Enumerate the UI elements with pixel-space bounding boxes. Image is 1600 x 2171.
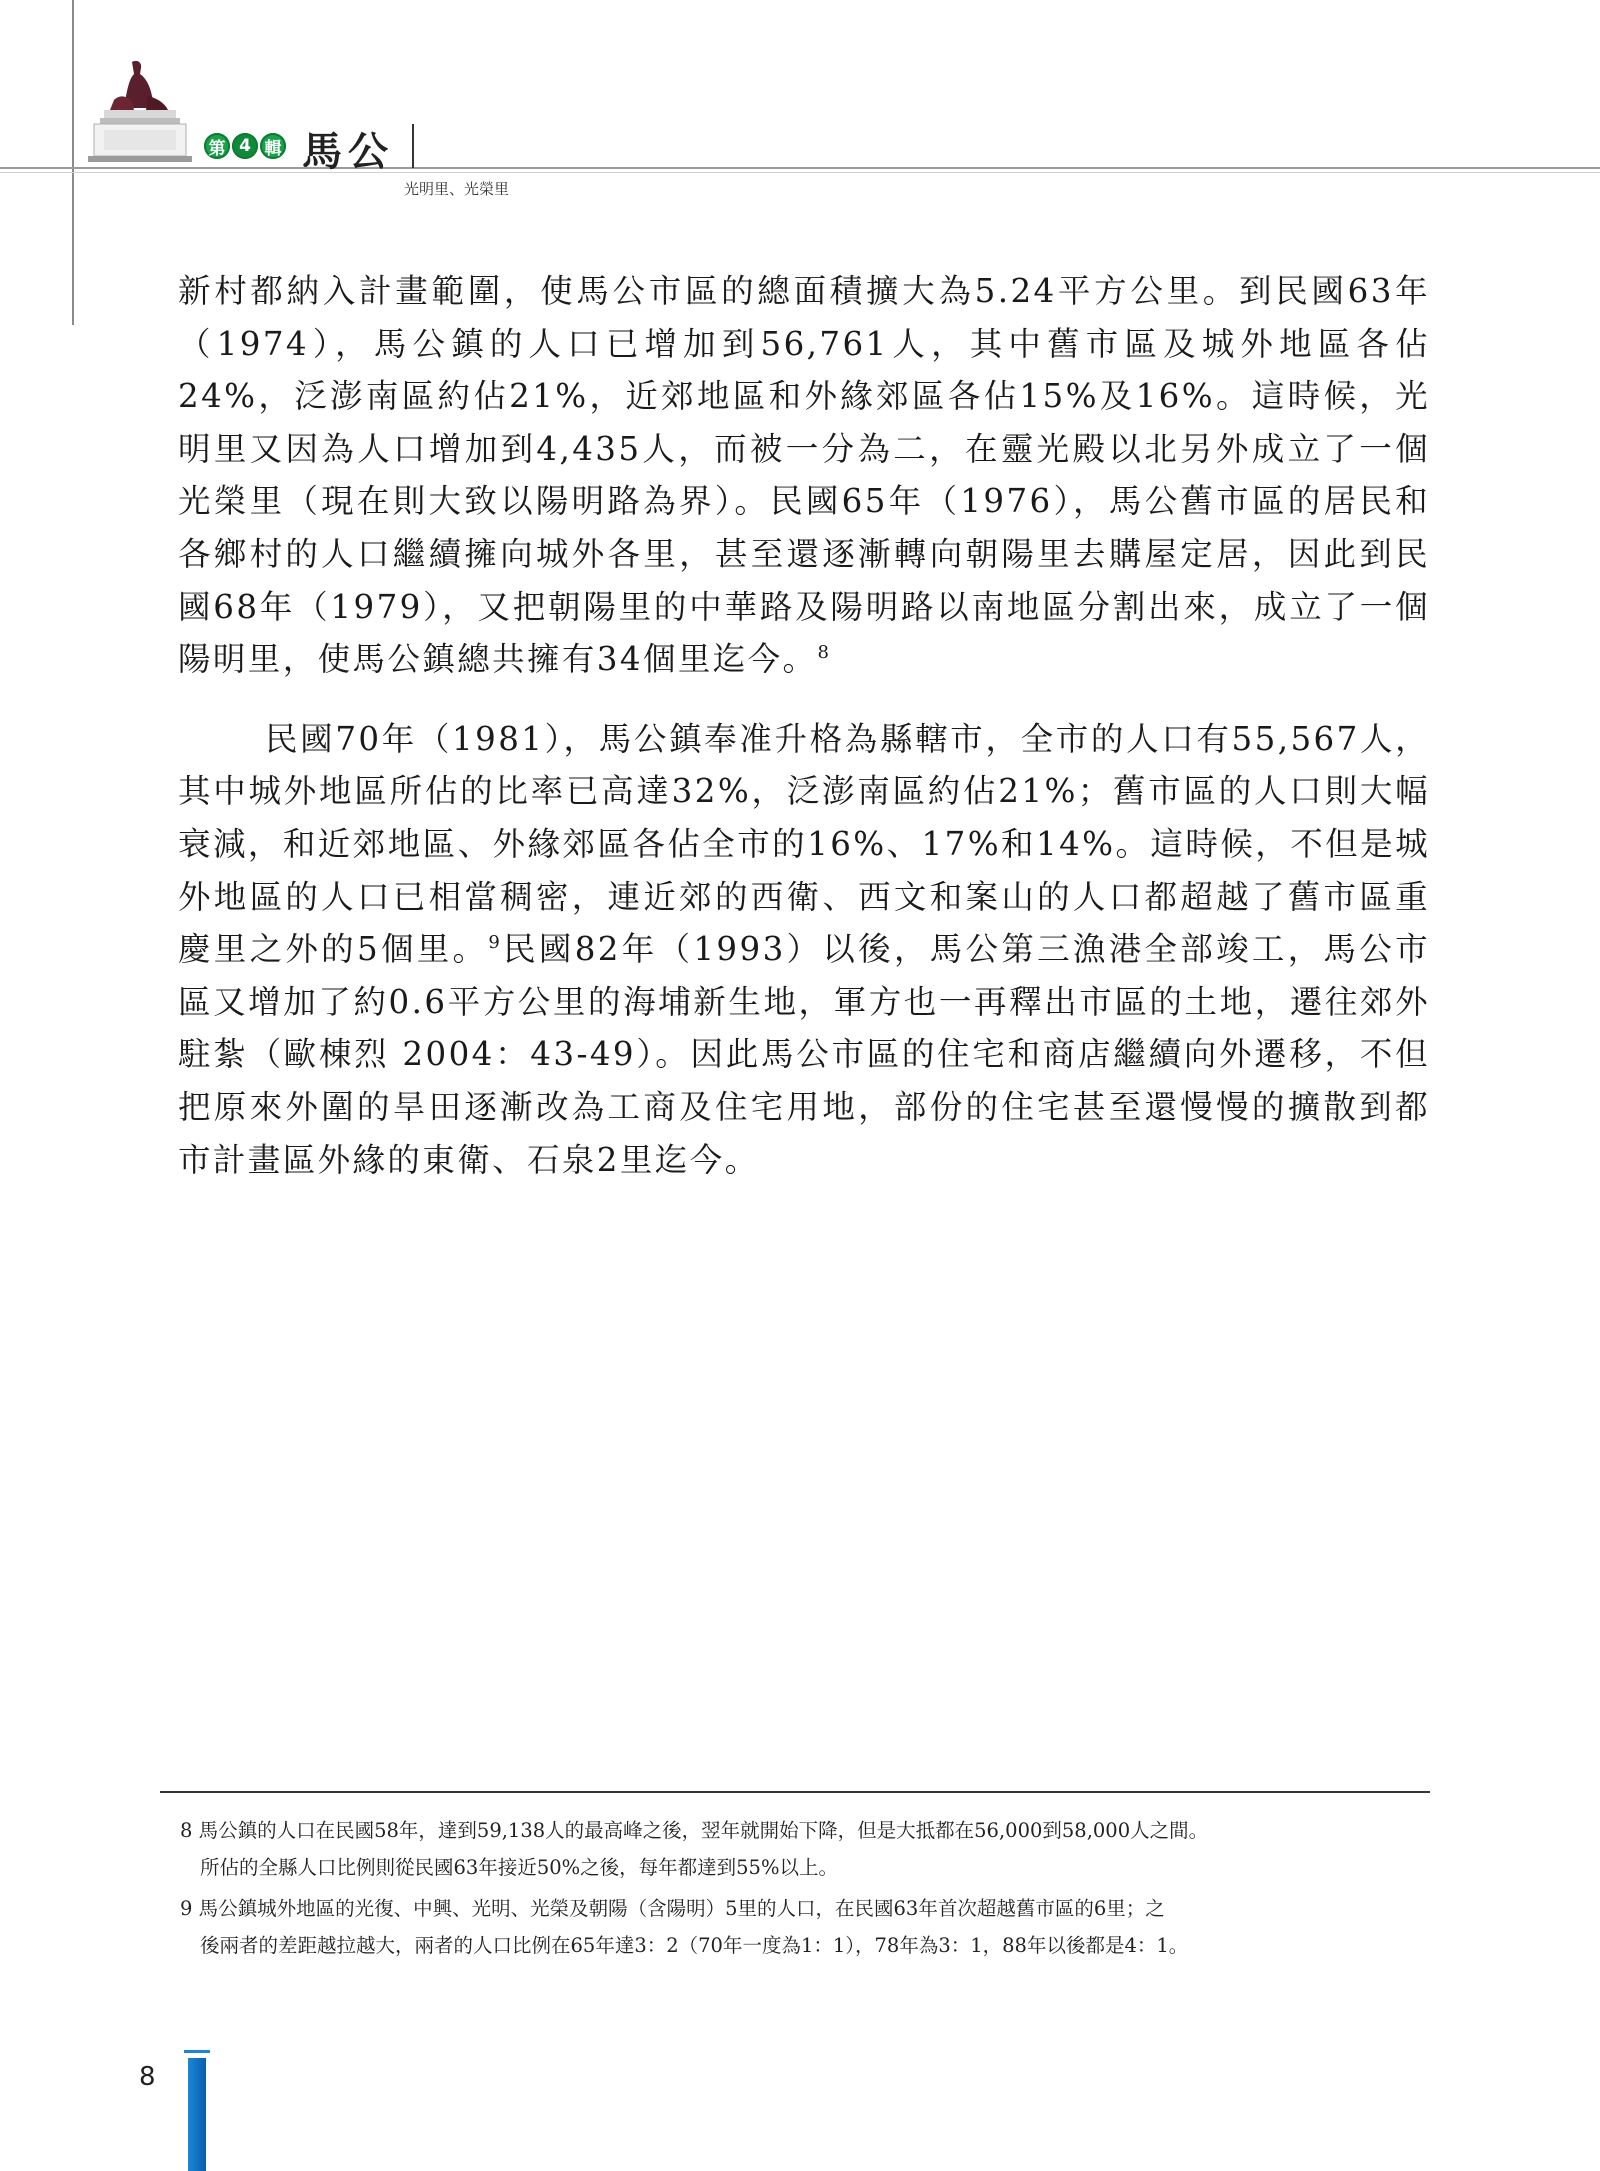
footnote-8 [180,1812,1440,1886]
section-subtitle: 光明里、光榮里 [404,180,510,198]
footnote-ref-8[interactable]: 8 [817,642,832,664]
paragraph-2-text-a: 民國70年（1981），馬公鎮奉准升格為縣轄市，全市的人口有55,567人，其中城外地區所佔的比率已高達32%，泛澎南區約佔21%；舊市區的人口則大幅衰減，和近郊地區、外緣郊區各佔全市的16%、17%和14%。這時候，不但是城外地區的人口已相當稠密，連近郊的西衛、西文和案山的人口都超越了舊市區重慶里之外的5個里。 [178,719,1430,969]
main-body-text [178,265,1430,1186]
footnote-9-line-1: 9 馬公鎮城外地區的光復、中興、光明、光榮及朝陽（含陽明）5里的人口，在民國63年首次超越舊市區的6里；之 [180,1897,1165,1920]
footnote-9-line-2: 後兩者的差距越拉越大，兩者的人口比例在65年達3：2（70年一度為1：1），78年為3：1，88年以後都是4：1。 [200,1934,1189,1957]
statue-monument-icon [84,56,194,164]
chapter-label [204,128,286,164]
footnote-9 [180,1890,1440,1964]
header-horizontal-rule [0,167,1600,169]
chapter-title-divider [412,124,414,168]
footnotes [180,1812,1440,1968]
chapter-title: 馬公 [302,128,394,175]
footnote-ref-9[interactable]: 9 [488,932,503,954]
chapter-prefix-badge: 第 [204,133,230,159]
header-horizontal-rule-thin [0,172,1600,173]
paragraph-2-text-b: 民國82年（1993）以後，馬公第三漁港全部竣工，馬公市區又增加了約0.6平方公里的海埔新生地，軍方也一再釋出市區的土地，遷往郊外駐紮（歐棟烈 2004：43-49）。因此馬公市區的住宅和商店繼續向外遷移，不但把原來外圍的旱田逐漸改為工商及住宅用地，部份的住宅甚至還慢慢的擴散到都市計畫區外緣的東衛、石泉2里迄今。 [178,930,1431,1179]
chapter-suffix-badge: 輯 [260,133,286,159]
paragraph-1-text: 新村都納入計畫範圍，使馬公市區的總面積擴大為5.24平方公里。到民國63年（1974），馬公鎮的人口已增加到56,761人，其中舊市區及城外地區各佔24%，泛澎南區約佔21%，近郊地區和外緣郊區各佔15%及16%。這時候，光明里又因為人口增加到4,435人，而被一分為二，在靈光殿以北另外成立了一個光榮里（現在則大致以陽明路為界）。民國65年（1976），馬公舊市區的居民和各鄉村的人口繼續擁向城外各里，甚至還逐漸轉向朝陽里去購屋定居，因此到民國68年（1979），又把朝陽里的中華路及陽明路以南地區分割出來，成立了一個陽明里，使馬公鎮總共擁有34個里迄今。 [178,272,1431,679]
chapter-number-badge: 4 [232,133,258,159]
footnote-separator [160,1791,1430,1793]
page-number: 8 [139,2062,156,2092]
side-bar-cap [184,2050,210,2053]
paragraph-2 [178,713,1430,1186]
footnote-8-line-2: 所佔的全縣人口比例則從民國63年接近50%之後，每年都達到55%以上。 [200,1856,838,1879]
blue-side-bar [188,2058,206,2171]
paragraph-1 [178,265,1430,686]
header-vertical-rule [72,0,74,325]
footnote-8-line-1: 8 馬公鎮的人口在民國58年，達到59,138人的最高峰之後，翌年就開始下降，但是大抵都在56,000到58,000人之間。 [180,1819,1209,1842]
